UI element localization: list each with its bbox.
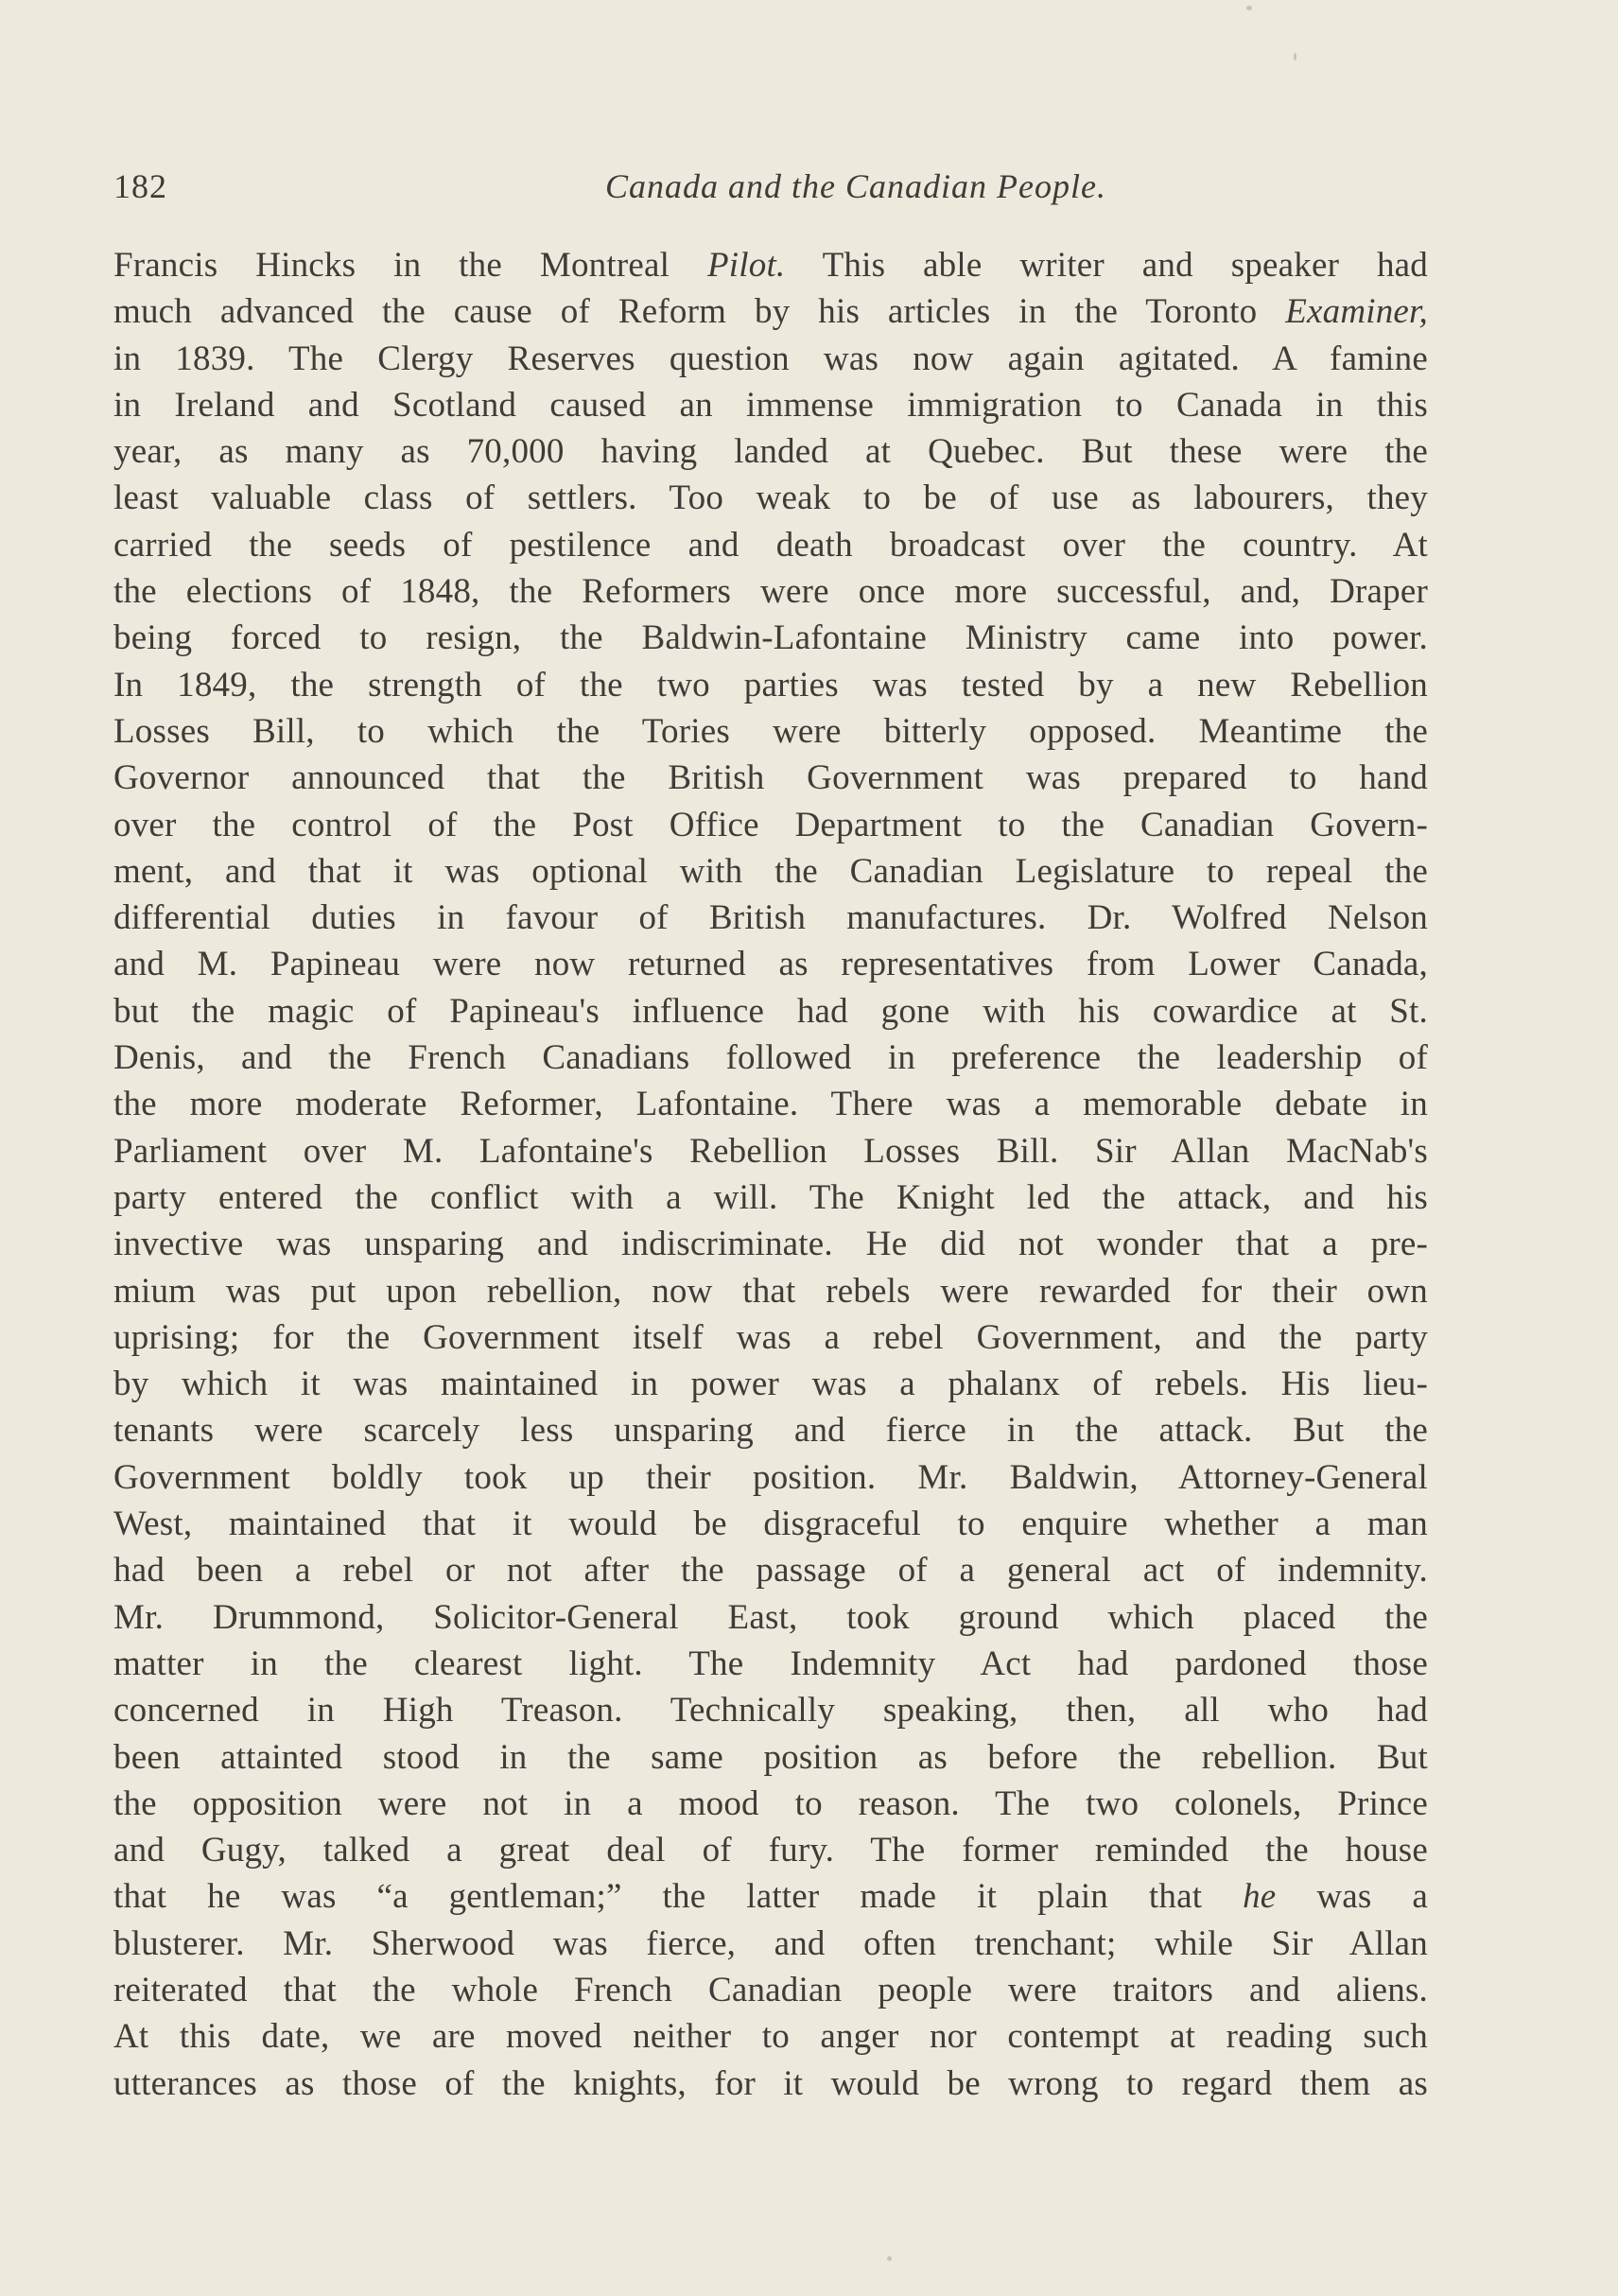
text-run: concerned in High Treason. Technically speaking, then, all who had (113, 1691, 1428, 1731)
text-line (113, 1921, 1428, 1967)
text-run: in 1839. The Clergy Reserves question was now again agitated. A famine (113, 339, 1428, 378)
body-text (113, 242, 1428, 2107)
text-line (113, 568, 1428, 615)
text-run: by which it was maintained in power was a phalanx of rebels. His lieu- (113, 1365, 1428, 1404)
text-line (113, 1174, 1428, 1221)
text-run: matter in the clearest light. The Indemnity Act had pardoned those (113, 1644, 1428, 1683)
running-title: Canada and the Canadian People. (605, 167, 1106, 205)
text-line (113, 288, 1428, 335)
text-line (113, 1967, 1428, 2013)
text-line (113, 1734, 1428, 1781)
text-line (113, 662, 1428, 708)
text-run: over the control of the Post Office Department to the Canadian Govern- (113, 805, 1428, 844)
text-run: In 1849, the strength of the two parties was tested by a new Rebellion (113, 665, 1428, 704)
text-line (113, 336, 1428, 382)
text-run: the more moderate Reformer, Lafontaine. There was a memorable debate in (113, 1085, 1428, 1124)
text-run: differential duties in favour of British manufactures. Dr. Wolfred Nelson (113, 898, 1428, 938)
text-run: that he was “a gentleman;” the latter made it plain that (113, 1877, 1244, 1917)
text-run: Losses Bill, to which the Tories were bitterly opposed. Meantime the (113, 711, 1428, 751)
text-run: but the magic of Papineau's influence had gone with his cowardice at St. (113, 991, 1428, 1031)
text-run: much advanced the cause of Reform by his articles in the Toronto (113, 292, 1286, 332)
text-run: Francis Hincks in the Montreal (113, 246, 707, 285)
text-line (113, 895, 1428, 941)
text-line (113, 522, 1428, 568)
text-run: was a (1276, 1877, 1428, 1917)
text-run: had been a rebel or not after the passage of a general act of indemnity. (113, 1551, 1428, 1591)
italic-text: Pilot. (706, 246, 786, 285)
text-line (113, 988, 1428, 1035)
text-line (113, 941, 1428, 987)
text-run: This able writer and speaker had (785, 246, 1428, 285)
text-run: mium was put upon rebellion, now that rebels were rewarded for their own (113, 1271, 1428, 1311)
text-run: been attainted stood in the same position as before the rebellion. But (113, 1737, 1428, 1777)
text-run: Denis, and the French Canadians followed in preference the leadership of (113, 1038, 1428, 1078)
text-run: Parliament over M. Lafontaine's Rebellion Losses Bill. Sir Allan MacNab's (113, 1131, 1428, 1171)
paper-speck (887, 2256, 892, 2261)
italic-text: he (1243, 1877, 1277, 1917)
text-run: being forced to resign, the Baldwin-Lafontaine Ministry came into power. (113, 618, 1428, 658)
text-run: reiterated that the whole French Canadian people were traitors and aliens. (113, 1970, 1428, 2009)
text-line (113, 382, 1428, 428)
text-line (113, 1454, 1428, 1501)
text-line (113, 1035, 1428, 1081)
page-number: 182 (113, 167, 167, 205)
text-line (113, 1873, 1428, 1920)
text-run: invective was unsparing and indiscriminate. He did not wonder that a pre- (113, 1225, 1428, 1264)
text-run: ment, and that it was optional with the Canadian Legislature to repeal the (113, 851, 1428, 891)
running-head (113, 163, 1428, 210)
text-line (113, 1221, 1428, 1267)
text-line (113, 242, 1428, 288)
text-run: tenants were scarcely less unsparing and fierce in the attack. But the (113, 1411, 1428, 1451)
text-run: party entered the conflict with a will. The Knight led the attack, and his (113, 1177, 1428, 1217)
text-line (113, 615, 1428, 661)
text-line (113, 1641, 1428, 1687)
text-line (113, 428, 1428, 475)
text-line (113, 848, 1428, 895)
text-line (113, 1501, 1428, 1547)
text-run: year, as many as 70,000 having landed at Quebec. But these were the (113, 432, 1428, 472)
italic-text: Examiner, (1285, 292, 1428, 332)
text-line (113, 708, 1428, 755)
text-line (113, 755, 1428, 801)
paper-speck (1246, 6, 1252, 10)
text-run: the opposition were not in a mood to reason. The two colonels, Prince (113, 1783, 1428, 1823)
text-line (113, 1268, 1428, 1314)
text-line (113, 1827, 1428, 1873)
text-run: Mr. Drummond, Solicitor-General East, took ground which placed the (113, 1597, 1428, 1637)
text-line (113, 1687, 1428, 1733)
text-run: utterances as those of the knights, for it would be wrong to regard them as (113, 2063, 1428, 2103)
text-run: At this date, we are moved neither to anger nor contempt at reading such (113, 2017, 1428, 2057)
text-line (113, 475, 1428, 521)
text-line (113, 1781, 1428, 1827)
text-line (113, 1081, 1428, 1127)
text-run: and Gugy, talked a great deal of fury. The former reminded the house (113, 1831, 1428, 1870)
text-run: least valuable class of settlers. Too weak to be of use as labourers, they (113, 478, 1428, 518)
text-line (113, 2061, 1428, 2107)
text-run: Government boldly took up their position. Mr. Baldwin, Attorney-General (113, 1457, 1428, 1497)
text-line (113, 1594, 1428, 1641)
text-run: carried the seeds of pestilence and death broadcast over the country. At (113, 525, 1428, 565)
paper-speck (1294, 53, 1296, 61)
text-line (113, 1547, 1428, 1593)
text-line (113, 2013, 1428, 2060)
text-line (113, 1128, 1428, 1174)
text-run: Governor announced that the British Government was prepared to hand (113, 758, 1428, 798)
text-run: in Ireland and Scotland caused an immense immigration to Canada in this (113, 385, 1428, 425)
text-run: blusterer. Mr. Sherwood was fierce, and often trenchant; while Sir Allan (113, 1923, 1428, 1963)
text-line (113, 1361, 1428, 1407)
text-line (113, 1314, 1428, 1361)
text-run: the elections of 1848, the Reformers were once more successful, and, Draper (113, 572, 1428, 612)
text-run: uprising; for the Government itself was a rebel Government, and the party (113, 1317, 1428, 1357)
text-line (113, 1407, 1428, 1453)
text-run: West, maintained that it would be disgraceful to enquire whether a man (113, 1505, 1428, 1544)
text-run: and M. Papineau were now returned as representatives from Lower Canada, (113, 945, 1428, 984)
text-line (113, 802, 1428, 848)
